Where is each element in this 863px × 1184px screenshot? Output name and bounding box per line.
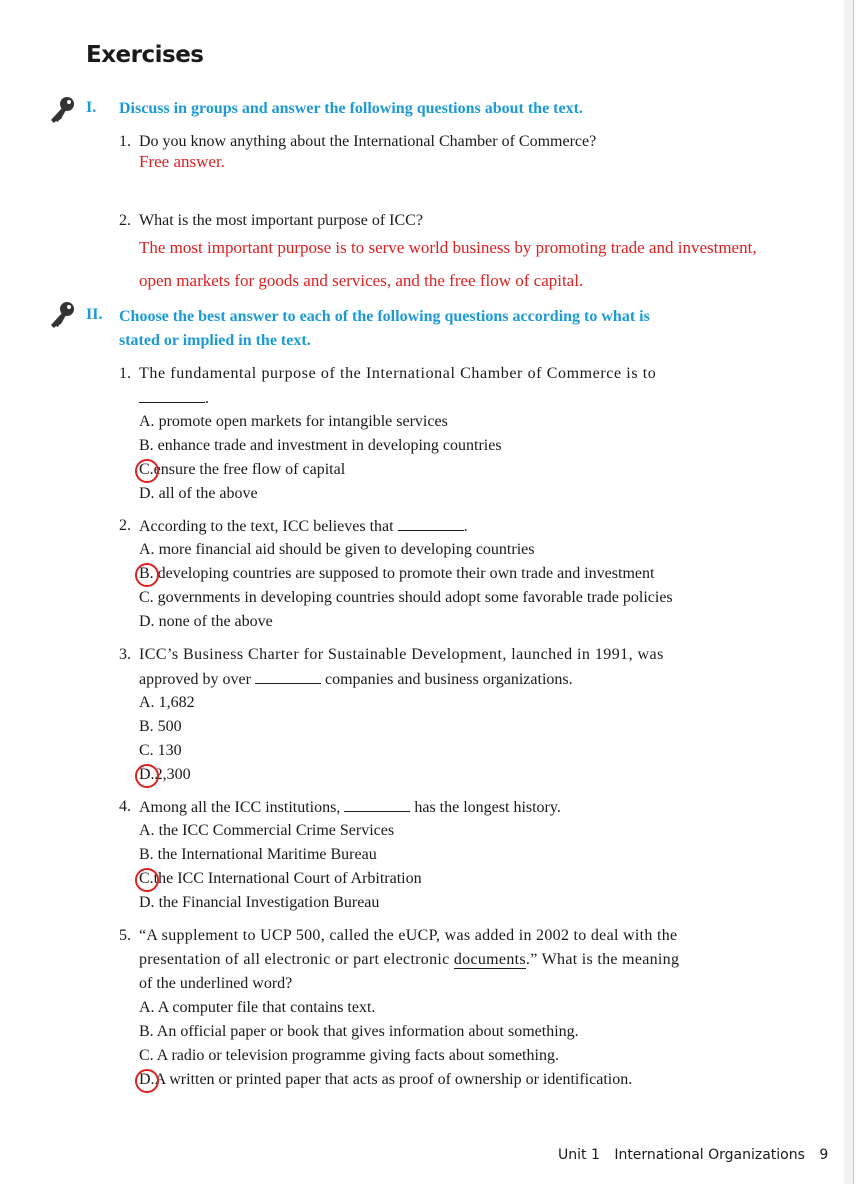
option-text: all of the above: [158, 485, 258, 502]
option-letter: D.: [139, 894, 155, 911]
option: [139, 691, 195, 715]
option-text: An official paper or book that gives information about something.: [156, 1023, 579, 1040]
option: [139, 739, 182, 763]
option-text: ensure the free flow of capital: [153, 461, 346, 478]
option-text: the International Maritime Bureau: [157, 846, 377, 863]
section-number: II.: [86, 306, 103, 323]
option: [139, 410, 448, 434]
option-letter: B.: [139, 718, 154, 735]
option-letter: A.: [139, 413, 155, 430]
question-text: of the underlined word?: [139, 975, 293, 992]
page-footer: [558, 1147, 838, 1163]
question-number: 5.: [119, 927, 131, 944]
option-letter: B.: [139, 846, 154, 863]
page-title: Exercises: [86, 42, 204, 68]
option-letter: C.: [139, 1047, 154, 1064]
option-text: the ICC International Court of Arbitration: [153, 870, 422, 887]
option-letter: C.: [139, 589, 154, 606]
answer-text: Free answer.: [139, 152, 225, 171]
question-number: 2.: [119, 212, 131, 229]
option-text: none of the above: [158, 613, 273, 630]
question-text: The fundamental purpose of the International Chamber of Commerce is to: [139, 365, 657, 382]
option-letter: A.: [139, 541, 155, 558]
option-text: the ICC Commercial Crime Services: [158, 822, 395, 839]
option-text: A written or printed paper that acts as proof of ownership or identification.: [154, 1071, 633, 1088]
option-selected: [139, 458, 345, 482]
option-selected: [139, 763, 191, 787]
option: [139, 1020, 579, 1044]
blank-line: .: [139, 386, 209, 411]
question-text: According to the text, ICC believes that .: [139, 514, 468, 539]
key-icon: [47, 95, 77, 125]
option-text: the Financial Investigation Bureau: [158, 894, 380, 911]
option-letter: B.: [139, 437, 154, 454]
option-text: 1,682: [158, 694, 195, 711]
option: [139, 891, 379, 915]
option-selected: [139, 867, 422, 891]
section-heading: [119, 305, 759, 353]
option: [139, 610, 273, 634]
question-text: Do you know anything about the International Chamber of Commerce?: [139, 133, 597, 150]
section-heading: Discuss in groups and answer the following questions about the text.: [119, 100, 583, 117]
section-heading-line: Choose the best answer to each of the following questions according to what is: [119, 308, 650, 325]
key-icon: [47, 300, 77, 330]
question-text: “A supplement to UCP 500, called the eUCP, was added in 2002 to deal with the: [139, 927, 678, 944]
answer-text: open markets for goods and services, and the free flow of capital.: [139, 271, 584, 290]
footer-unit: Unit 1: [558, 1147, 600, 1163]
footer-topic: International Organizations: [614, 1147, 805, 1163]
question-number: 1.: [119, 365, 131, 382]
option-text: A radio or television programme giving facts about something.: [156, 1047, 559, 1064]
option-letter: C.: [139, 742, 154, 759]
option-letter: A.: [139, 822, 155, 839]
question-text: presentation of all electronic or part electronic documents.” What is the meaning: [139, 951, 680, 968]
question-text: approved by over companies and business organizations.: [139, 667, 573, 692]
question-text: What is the most important purpose of ICC?: [139, 212, 423, 229]
option: [139, 715, 182, 739]
option-selected: [139, 562, 654, 586]
question-number: 4.: [119, 798, 131, 815]
section-number: I.: [86, 99, 97, 116]
answer-circle: C.: [139, 458, 154, 482]
option-letter: A.: [139, 694, 155, 711]
option: [139, 538, 534, 562]
option-text: governments in developing countries should adopt some favorable trade policies: [157, 589, 673, 606]
option-text: A computer file that contains text.: [157, 999, 376, 1016]
option-letter: A.: [139, 999, 155, 1016]
option: [139, 586, 673, 610]
option-text: developing countries are supposed to promote their own trade and investment: [157, 565, 655, 582]
answer-circle: D.: [139, 763, 155, 787]
option-letter: D.: [139, 485, 155, 502]
option: [139, 1044, 559, 1068]
page-number: 9: [819, 1147, 829, 1163]
option-letter: B.: [139, 1023, 154, 1040]
option: [139, 996, 375, 1020]
option: [139, 843, 377, 867]
option-text: 2,300: [154, 766, 191, 783]
underlined-word: documents: [453, 951, 526, 968]
option-text: enhance trade and investment in developing countries: [157, 437, 502, 454]
question-number: 3.: [119, 646, 131, 663]
page-edge: [844, 0, 853, 1184]
option-text: 130: [157, 742, 182, 759]
question-number: 1.: [119, 133, 131, 150]
option: [139, 482, 258, 506]
answer-circle: B.: [139, 562, 154, 586]
option-text: 500: [157, 718, 182, 735]
question-text: ICC’s Business Charter for Sustainable Development, launched in 1991, was: [139, 646, 664, 663]
answer-circle: D.: [139, 1068, 155, 1092]
option: [139, 819, 394, 843]
option-text: promote open markets for intangible services: [158, 413, 448, 430]
answer-text: The most important purpose is to serve world business by promoting trade and investment,: [139, 238, 757, 257]
option: [139, 434, 502, 458]
question-number: 2.: [119, 517, 131, 534]
question-text: Among all the ICC institutions, has the longest history.: [139, 795, 561, 820]
section-heading-line: stated or implied in the text.: [119, 332, 311, 349]
answer-circle: C.: [139, 867, 154, 891]
option-text: more financial aid should be given to developing countries: [158, 541, 535, 558]
option-selected: [139, 1068, 632, 1092]
option-letter: D.: [139, 613, 155, 630]
